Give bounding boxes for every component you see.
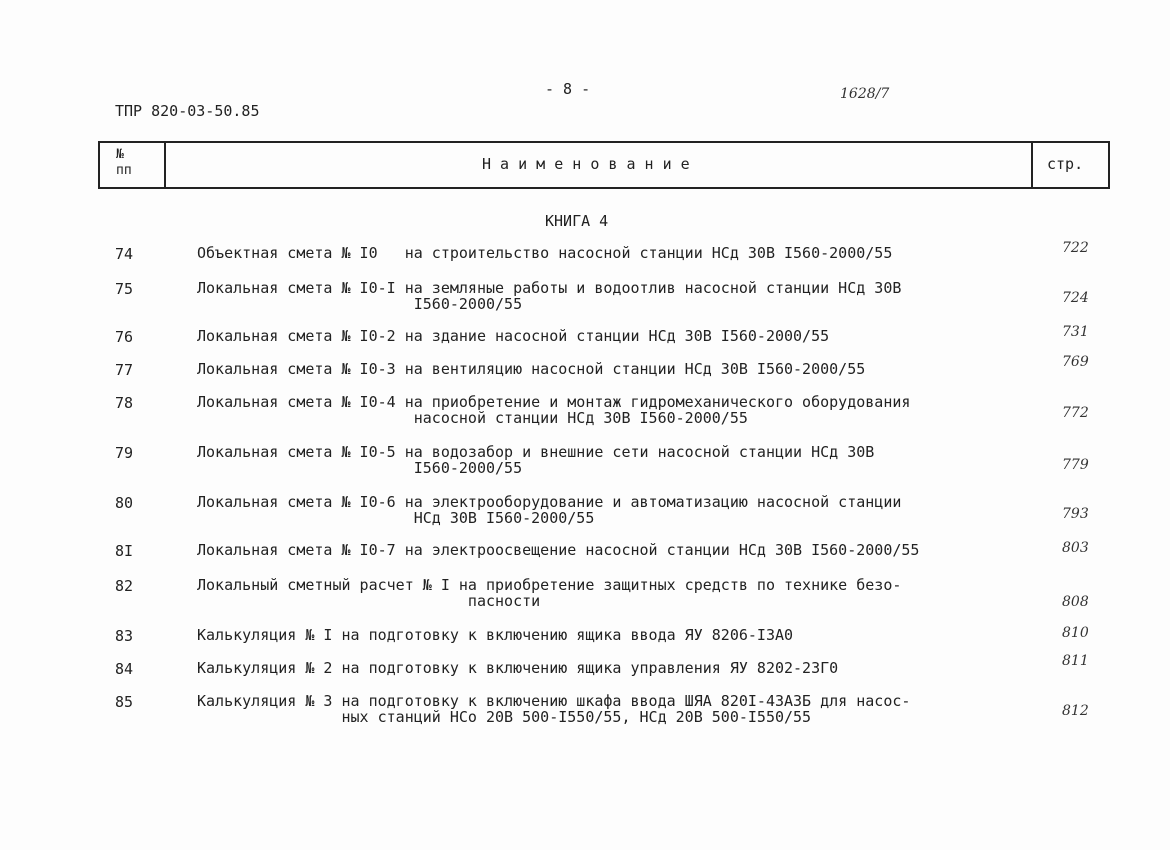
row-page: 808 bbox=[1062, 594, 1089, 610]
row-title: Локальная смета № I0-6 на электрооборудование и автоматизацию насосной станции НСд 30В I560-2000/55 bbox=[197, 493, 902, 527]
row-title: Локальная смета № I0-3 на вентиляцию насосной станции НСд 30В I560-2000/55 bbox=[197, 360, 866, 378]
row-title: Локальная смета № I0-I на земляные работы и водоотлив насосной станции НСд 30В I560-2000/55 bbox=[197, 279, 902, 313]
table-left-border bbox=[98, 141, 100, 188]
row-number: 78 bbox=[115, 394, 134, 412]
row-number: 83 bbox=[115, 627, 134, 645]
row-number: 80 bbox=[115, 494, 134, 512]
row-title: Локальная смета № I0-7 на электроосвещение насосной станции НСд 30В I560-2000/55 bbox=[197, 541, 920, 559]
table-right-border bbox=[1108, 141, 1110, 188]
handwritten-reference: 1628/7 bbox=[840, 86, 890, 102]
row-number: 76 bbox=[115, 328, 134, 346]
row-number: 75 bbox=[115, 280, 134, 298]
row-page: 812 bbox=[1062, 703, 1089, 719]
row-title: Локальная смета № I0-5 на водозабор и внешние сети насосной станции НСд 30В I560-2000/55 bbox=[197, 443, 875, 477]
column-header-name: Н а и м е н о в а н и е bbox=[482, 155, 690, 173]
row-page: 772 bbox=[1062, 405, 1089, 421]
row-title: Локальная смета № I0-4 на приобретение и монтаж гидромеханического оборудования насосной станции НСд 30В I560-2000/55 bbox=[197, 393, 911, 427]
row-number: 79 bbox=[115, 444, 134, 462]
row-number: 77 bbox=[115, 361, 134, 379]
row-title: Калькуляция № 2 на подготовку к включению ящика управления ЯУ 8202-23Г0 bbox=[197, 659, 839, 677]
row-title: Локальная смета № I0-2 на здание насосной станции НСд 30В I560-2000/55 bbox=[197, 327, 830, 345]
row-title: Объектная смета № I0 на строительство насосной станции НСд 30В I560-2000/55 bbox=[197, 244, 893, 262]
row-number: 82 bbox=[115, 577, 134, 595]
row-page: 769 bbox=[1062, 354, 1089, 370]
column-header-num: № пп bbox=[116, 147, 132, 178]
row-number: 85 bbox=[115, 693, 134, 711]
row-number: 84 bbox=[115, 660, 134, 678]
column-header-page: стр. bbox=[1047, 155, 1084, 173]
table-top-border bbox=[98, 141, 1110, 143]
row-page: 731 bbox=[1062, 324, 1089, 340]
row-page: 810 bbox=[1062, 625, 1089, 641]
column-divider bbox=[164, 141, 166, 188]
table-header-bottom-border bbox=[98, 187, 1110, 189]
row-page: 811 bbox=[1062, 653, 1089, 669]
row-title: Калькуляция № I на подготовку к включению ящика ввода ЯУ 8206-I3А0 bbox=[197, 626, 794, 644]
section-title: КНИГА 4 bbox=[545, 212, 609, 230]
row-title: Калькуляция № 3 на подготовку к включению шкафа ввода ШЯА 820I-43А3Б для насос- ных станций НСо 20В 500-I550/55, НСд 20В 500-I550/55 bbox=[197, 692, 911, 726]
row-page: 779 bbox=[1062, 457, 1089, 473]
row-page: 793 bbox=[1062, 506, 1089, 522]
row-page: 803 bbox=[1062, 540, 1089, 556]
row-page: 722 bbox=[1062, 240, 1089, 256]
document-code: ТПР 820-03-50.85 bbox=[115, 102, 260, 120]
row-page: 724 bbox=[1062, 290, 1089, 306]
column-divider bbox=[1031, 141, 1033, 188]
row-number: 8I bbox=[115, 542, 134, 560]
page-number: - 8 - bbox=[545, 80, 591, 98]
row-number: 74 bbox=[115, 245, 134, 263]
row-title: Локальный сметный расчет № I на приобретение защитных средств по технике безо- пасности bbox=[197, 576, 902, 610]
